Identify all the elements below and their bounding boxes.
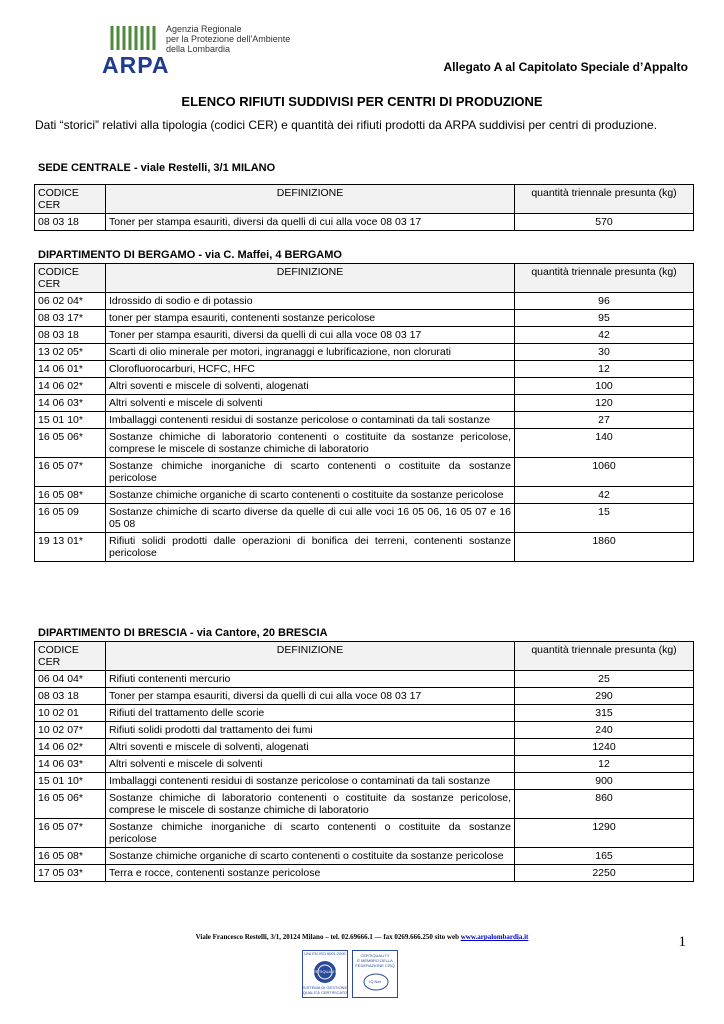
quantity-cell: 30	[515, 344, 694, 361]
definition-cell: Sostanze chimiche organiche di scarto contenenti o costituite da sostanze pericolose	[106, 487, 515, 504]
table-row	[35, 790, 694, 819]
table-header-row	[35, 185, 694, 214]
quantity-cell: 165	[515, 848, 694, 865]
quantity-cell: 95	[515, 310, 694, 327]
header-quantity: quantità triennale presunta (kg)	[515, 264, 694, 293]
table-row	[35, 705, 694, 722]
table-row	[35, 504, 694, 533]
quantity-cell: 2250	[515, 865, 694, 882]
quantity-cell: 860	[515, 790, 694, 819]
cer-code-cell: 13 02 05*	[35, 344, 106, 361]
table-row	[35, 395, 694, 412]
iso-certification-logo	[302, 950, 348, 998]
definition-cell: Sostanze chimiche inorganiche di scarto contenenti o costituite da sostanze pericolose	[106, 458, 515, 487]
section-heading-bergamo: DIPARTIMENTO DI BERGAMO - via C. Maffei, 4 BERGAMO	[38, 249, 342, 261]
header-quantity: quantità triennale presunta (kg)	[515, 185, 694, 214]
quantity-cell: 42	[515, 487, 694, 504]
cer-code-cell: 14 06 03*	[35, 395, 106, 412]
cer-code-cell: 16 05 08*	[35, 487, 106, 504]
cer-code-cell: 14 06 02*	[35, 739, 106, 756]
table-brescia	[34, 641, 694, 882]
cert-text: QUALITÀ CERTIFICATO	[302, 990, 348, 995]
definition-cell: Altri solventi e miscele di solventi	[106, 756, 515, 773]
cert-text: CERTIQUALITY	[360, 953, 390, 958]
table-row	[35, 361, 694, 378]
definition-cell: Clorofluorocarburi, HCFC, HFC	[106, 361, 515, 378]
header-quantity: quantità triennale presunta (kg)	[515, 642, 694, 671]
allegato-title: Allegato A al Capitolato Speciale d’Appalto	[443, 60, 688, 74]
cer-code-cell: 14 06 02*	[35, 378, 106, 395]
definition-cell: Toner per stampa esauriti, diversi da quelli di cui alla voce 08 03 17	[106, 688, 515, 705]
table-row	[35, 688, 694, 705]
quantity-cell: 15	[515, 504, 694, 533]
cer-code-cell: 08 03 18	[35, 214, 106, 231]
table-row	[35, 671, 694, 688]
table-row	[35, 327, 694, 344]
definition-cell: Altri solventi e miscele di solventi	[106, 395, 515, 412]
table-row	[35, 310, 694, 327]
definition-cell: Imballaggi contenenti residui di sostanze pericolose o contaminati da tali sostanze	[106, 773, 515, 790]
quantity-cell: 1060	[515, 458, 694, 487]
definition-cell: toner per stampa esauriti, contenenti sostanze pericolose	[106, 310, 515, 327]
cer-code-cell: 16 05 09	[35, 504, 106, 533]
quantity-cell: 900	[515, 773, 694, 790]
cer-code-cell: 17 05 03*	[35, 865, 106, 882]
agency-name	[166, 24, 290, 54]
definition-cell: Rifiuti contenenti mercurio	[106, 671, 515, 688]
cer-code-cell: 08 03 18	[35, 327, 106, 344]
quantity-cell: 290	[515, 688, 694, 705]
definition-cell: Idrossido di sodio e di potassio	[106, 293, 515, 310]
cer-code-cell: 14 06 01*	[35, 361, 106, 378]
section-heading-brescia: DIPARTIMENTO DI BRESCIA - via Cantore, 20 BRESCIA	[38, 627, 328, 639]
definition-cell: Altri soventi e miscele di solventi, alogenati	[106, 739, 515, 756]
quantity-cell: 140	[515, 429, 694, 458]
table-row	[35, 487, 694, 504]
header-code: CODICE CER	[35, 185, 106, 214]
quantity-cell: 1240	[515, 739, 694, 756]
definition-cell: Sostanze chimiche di scarto diverse da quelle di cui alle voci 16 05 06, 16 05 07 e 16 05 08	[106, 504, 515, 533]
definition-cell: Sostanze chimiche di laboratorio contenenti o costituite da sostanze pericolose, comprese le miscele di sostanze chimiche di laboratorio	[106, 429, 515, 458]
quantity-cell: 240	[515, 722, 694, 739]
cert-text: CERTIQUALITY	[310, 969, 340, 974]
table-row	[35, 214, 694, 231]
cer-code-cell: 15 01 10*	[35, 412, 106, 429]
definition-cell: Sostanze chimiche di laboratorio contenenti o costituite da sostanze pericolose, comprese le miscele di sostanze chimiche di laboratorio	[106, 790, 515, 819]
table-milano	[34, 184, 694, 231]
definition-cell: Rifiuti del trattamento delle scorie	[106, 705, 515, 722]
definition-cell: Toner per stampa esauriti, diversi da quelli di cui alla voce 08 03 17	[106, 214, 515, 231]
document-title: ELENCO RIFIUTI SUDDIVISI PER CENTRI DI PRODUZIONE	[181, 94, 543, 109]
cert-text: FEDERAZIONE CISQ	[355, 963, 395, 968]
table-row	[35, 848, 694, 865]
table-row	[35, 773, 694, 790]
quantity-cell: 1290	[515, 819, 694, 848]
agency-line: Agenzia Regionale	[166, 24, 242, 34]
cer-code-cell: 16 05 08*	[35, 848, 106, 865]
cer-code-cell: 10 02 01	[35, 705, 106, 722]
cer-code-cell: 16 05 07*	[35, 819, 106, 848]
table-header-row	[35, 642, 694, 671]
table-header-row	[35, 264, 694, 293]
header-code: CODICE CER	[35, 642, 106, 671]
agency-line: della Lombardia	[166, 44, 231, 54]
logo-wordmark: ARPA	[102, 52, 170, 78]
quantity-cell: 42	[515, 327, 694, 344]
cert-text: È MEMBRO DELLA	[357, 958, 393, 963]
quantity-cell: 12	[515, 361, 694, 378]
table-row	[35, 739, 694, 756]
quantity-cell: 96	[515, 293, 694, 310]
quantity-cell: 100	[515, 378, 694, 395]
cer-code-cell: 10 02 07*	[35, 722, 106, 739]
footer-address-text: Viale Francesco Restelli, 3/1, 20124 Milano – tel. 02.69666.1 — fax 0269.666.250 sito web	[195, 933, 459, 941]
cert-text: SISTEMA DI GESTIONE	[302, 985, 348, 990]
definition-cell: Sostanze chimiche organiche di scarto contenenti o costituite da sostanze pericolose	[106, 848, 515, 865]
table-row	[35, 756, 694, 773]
page-number: 1	[678, 934, 686, 950]
table-row	[35, 533, 694, 562]
quantity-cell: 315	[515, 705, 694, 722]
quantity-cell: 120	[515, 395, 694, 412]
footer-website-link[interactable]: www.arpalombardia.it	[460, 933, 529, 941]
table-row	[35, 344, 694, 361]
cer-code-cell: 16 05 06*	[35, 790, 106, 819]
header-definition: DEFINIZIONE	[106, 264, 515, 293]
agency-line: per la Protezione dell'Ambiente	[166, 34, 291, 44]
table-row	[35, 865, 694, 882]
definition-cell: Altri soventi e miscele di solventi, alogenati	[106, 378, 515, 395]
cer-code-cell: 06 04 04*	[35, 671, 106, 688]
section-heading-milano: SEDE CENTRALE - viale Restelli, 3/1 MILANO	[38, 162, 276, 174]
definition-cell: Rifiuti solidi prodotti dalle operazioni di bonifica dei terreni, contenenti sostanze pericolose	[106, 533, 515, 562]
definition-cell: Toner per stampa esauriti, diversi da quelli di cui alla voce 08 03 17	[106, 327, 515, 344]
footer-address	[0, 933, 724, 941]
cer-code-cell: 08 03 17*	[35, 310, 106, 327]
header-code: CODICE CER	[35, 264, 106, 293]
table-row	[35, 429, 694, 458]
cer-code-cell: 16 05 07*	[35, 458, 106, 487]
cisq-membership-logo	[352, 950, 398, 998]
quantity-cell: 570	[515, 214, 694, 231]
table-row	[35, 412, 694, 429]
cer-code-cell: 15 01 10*	[35, 773, 106, 790]
table-row	[35, 722, 694, 739]
definition-cell: Imballaggi contenenti residui di sostanze pericolose o contaminati da tali sostanze	[106, 412, 515, 429]
cert-text: IQ Net	[369, 979, 381, 984]
cer-code-cell: 19 13 01*	[35, 533, 106, 562]
intro-paragraph: Dati “storici” relativi alla tipologia (codici CER) e quantità dei rifiuti prodotti da ARPA suddivisi per centri di produzione.	[35, 118, 658, 132]
arpa-logo	[100, 22, 290, 78]
cer-code-cell: 14 06 03*	[35, 756, 106, 773]
table-row	[35, 293, 694, 310]
definition-cell: Rifiuti solidi prodotti dal trattamento dei fumi	[106, 722, 515, 739]
quantity-cell: 1860	[515, 533, 694, 562]
cer-code-cell: 08 03 18	[35, 688, 106, 705]
quantity-cell: 12	[515, 756, 694, 773]
table-row	[35, 378, 694, 395]
table-row	[35, 458, 694, 487]
definition-cell: Scarti di olio minerale per motori, ingranaggi e lubrificazione, non clorurati	[106, 344, 515, 361]
certification-logos	[302, 950, 400, 1000]
cer-code-cell: 16 05 06*	[35, 429, 106, 458]
definition-cell: Sostanze chimiche inorganiche di scarto contenenti o costituite da sostanze pericolose	[106, 819, 515, 848]
header-definition: DEFINIZIONE	[106, 185, 515, 214]
table-row	[35, 819, 694, 848]
cer-code-cell: 06 02 04*	[35, 293, 106, 310]
header-definition: DEFINIZIONE	[106, 642, 515, 671]
quantity-cell: 27	[515, 412, 694, 429]
quantity-cell: 25	[515, 671, 694, 688]
definition-cell: Terra e rocce, contenenti sostanze pericolose	[106, 865, 515, 882]
cert-text: UNI EN ISO 9001:2000	[304, 951, 346, 956]
table-bergamo	[34, 263, 694, 562]
